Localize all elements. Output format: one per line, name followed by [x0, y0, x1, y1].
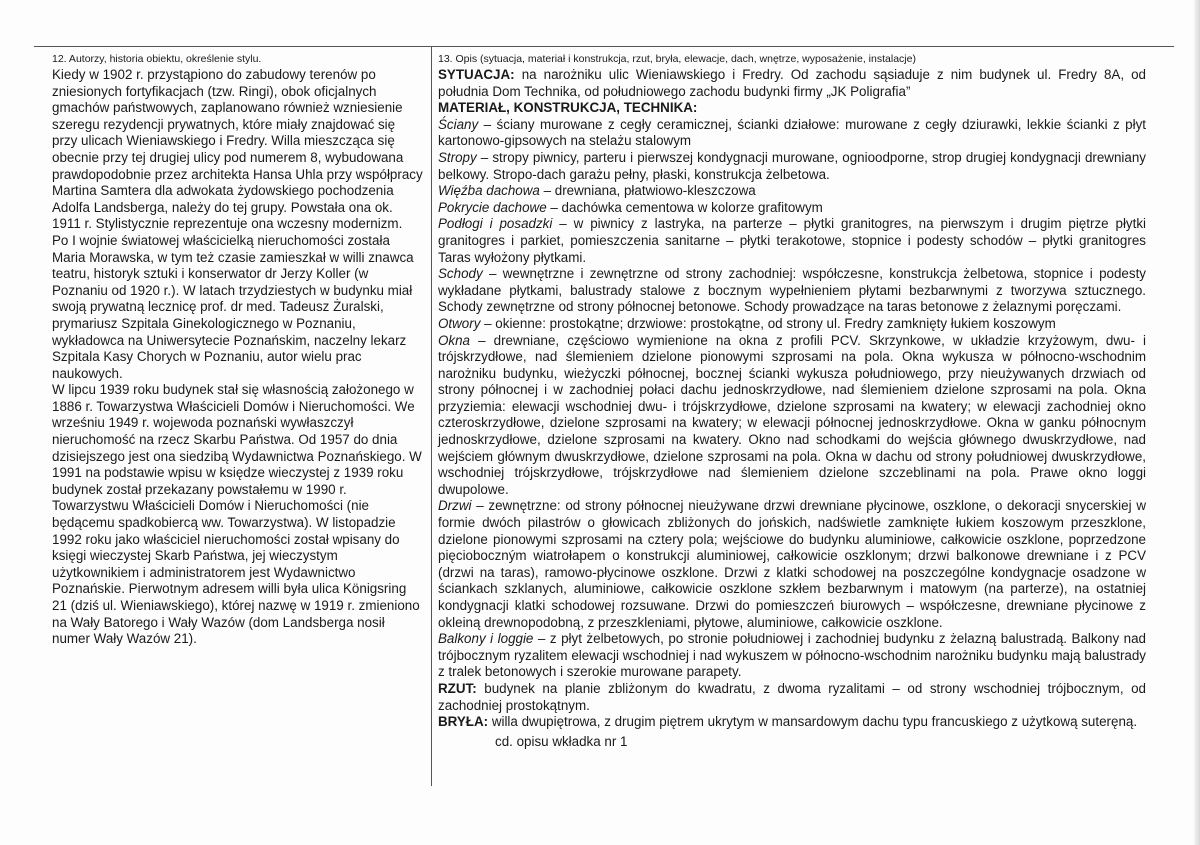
history-column — [52, 53, 424, 648]
item-text: – wewnętrzne i zewnętrzne od strony zachodniej: współczesne, konstrukcja żelbetowa, stopnice i podesty wykładane płytkami, balustrady stalowe z bocznym wypełnieniem płytami bezbarwnymi z tworzywa sztucznego. Schody zewnętrzne od strony północnej betonowe. Schody prowadzące na taras betonowe z żelaznymi poręczami. — [438, 266, 1146, 315]
section-13-header: 13. Opis (sytuacja, materiał i konstrukcja, rzut, bryła, elewacje, dach, wnętrze, wyposażenie, instalacje) — [438, 53, 916, 65]
item-otwory — [438, 316, 1146, 333]
item-wiezba — [438, 183, 1146, 200]
item-text: – drewniane, częściowo wymienione na okna z profili PCV. Skrzynkowe, w układzie krzyżowym, dwu- i trójskrzydłowe, nad ślemieniem dzielone pionowymi szprosami na pola. Okna wykusza w północno-wschodnim narożniku budynku, wieżyczki północnej, bocznej ścianki wykusza południowego, przy nieużywanych drzwiach od strony północnej i w zachodniej połaci dachu jednoskrzydłowe, nad ślemieniem dzielone szprosami na pola. Okna przyziemia: elewacji wschodniej dwu- i trójskrzydłowe, dzielone szprosami na kwatery; w elewacji zachodniej okno czteroskrzydłowe, dzielone szprosami na kwatery; w elewacji północnej jednoskrzydłowe. Okna w ganku północnym jednoskrzydłowe, dzielone szprosami na kwatery. Okno nad schodkami do wejścia głównego dwuskrzydłowe, nad wejściem głównym dwuskrzydłowe, dzielone szprosami na pola. Okna w dachu od strony południowej dwuskrzydłowe, wschodniej trójskrzydłowe, trójskrzydłowe nad ślemieniem dzielone szczeblinami na pola. Prawe okno loggi dwupolowe. — [438, 332, 1146, 497]
rzut-paragraph — [438, 681, 1146, 714]
item-label: Pokrycie dachowe — [438, 199, 547, 215]
history-paragraph-2: Po I wojnie światowej właścicielką nieruchomości została Maria Morawska, w tym też czasie zamieszkał w willi znawca teatru, historyk sztuki i konserwator dr Jerzy Koller (w Poznaniu od 1920 r.). W latach trzydziestych w budynku miał swoją prywatną lecznicę prof. dr med. Tadeusz Żuralski, prymariusz Szpitala Ginekologicznego w Poznaniu, wykładowca na Uniwersytecie Poznańskim, naczelny lekarz Szpitala Kasy Chorych w Poznaniu, autor wielu prac naukowych. — [52, 232, 414, 381]
item-okna — [438, 333, 1146, 499]
continuation-note: cd. opisu wkładka nr 1 — [495, 733, 628, 749]
item-text: – zewnętrzne: od strony północnej nieużywane drzwi drewniane płycinowe, oszklone, o dekoracji snycerskiej w formie dwóch pilastrów o głowicach zbliżonych do jońskich, nadświetle zamknięte łukiem koszowym przeszklone, dzielone pionowymi szprosami na cztery pola; wejściowe do budynku aluminiowe, całkowicie oszklone, poprzedzone pięcioboczným wiatrołapem o konstrukcji aluminiowej, całkowicie oszklonym; drzwi balkonowe drewniane i z PCV (drzwi na taras), ramowo-płycinowe oszklone. Drzwi z klatki schodowej na poszczególne kondygnacje osadzone w ściankach szklanych, aluminiowe, całkowicie oszklone szkłem bezbarwnym i matowym (na parterze), na ostatniej kondygnacji klatki schodowej rozsuwane. Drzwi do pomieszczeń biurowych – współczesne, drewniane płycinowe z okleiną drewnopodobną, z przeszkleniami, płytowe, aluminiowe, całkowicie oszklone. — [438, 498, 1146, 630]
item-text: – ściany murowane z cegły ceramicznej, ścianki działowe: murowane z cegły dziurawki, lekkie ścianki z płyt kartonowo-gipsowych na stelażu stalowym — [438, 116, 1146, 149]
rzut-text: budynek na planie zbliżonym do kwadratu, z dwoma ryzalitami – od strony wschodniej trójbocznym, od zachodniej prostokątnym. — [438, 680, 1146, 713]
item-text: – z płyt żelbetowych, po stronie południowej i zachodniej budynku z żelazną balustradą. Balkony nad trójbocznym ryzalitem elewacji wschodniej i nad wykuszem w północno-wschodnim narożniku budynku mają balustrady z tralek betonowych i szerokie murowane parapety. — [438, 631, 1147, 680]
bryla-text: willa dwupiętrowa, z drugim piętrem ukrytym w mansardowym dachu typu francuskiego z użytkową suteręną. — [488, 714, 1138, 730]
description-column — [438, 53, 1146, 750]
item-balkony — [438, 631, 1146, 681]
history-paragraph-1: Kiedy w 1902 r. przystąpiono do zabudowy terenów po zniesionych fortyfikacjach (tzw. Ringi), obok oficjalnych gmachów państwowych, zaplanowano również wzniesienie szeregu rezydencji prywatnych, które miały znajdować się przy ulicach Wieniawskiego i Fredry. Willa mieszcząca się obecnie przy tej drugiej ulicy pod numerem 8, wybudowana prawdopodobnie przez architekta Hansa Uhla przy współpracy Martina Samtera dla adwokata żydowskiego pochodzenia Adolfa Landsberga, należy do tej grupy. Powstała ona ok. 1911 r. Stylistycznie reprezentuje ona wczesny modernizm. — [52, 67, 423, 232]
column-divider — [431, 46, 432, 786]
item-label: Więźba dachowa — [438, 183, 540, 199]
item-text: – okienne: prostokątne; drzwiowe: prostokątne, od strony ul. Fredry zamknięty łukiem koszowym — [480, 315, 1056, 331]
item-label: Podłogi i posadzki — [438, 216, 553, 232]
history-paragraph-3: W lipcu 1939 roku budynek stał się własnością założonego w 1886 r. Towarzystwa Właścicieli Domów i Nieruchomości. We wrześniu 1949 r. wojewoda poznański wywłaszczył nieruchomość na rzecz Skarbu Państwa. Od 1957 do dnia dzisiejszego jest ona siedzibą Wydawnictwa Poznańskiego. W 1991 na podstawie wpisu w księdze wieczystej z 1939 roku budynek został przekazany powstałemu w 1990 r. Towarzystwu Właścicieli Domów i Nieruchomości (nie będącemu spadkobiercą ww. Towarzystwa). W listopadzie 1992 roku jako właściciel nieruchomości został wpisany do księgi wieczystej Skarb Państwa, jej wieczystym użytkownikiem i administratorem jest Wydawnictwo Poznańskie. Pierwotnym adresem willi była ulica Königsring 21 (dziś ul. Wieniawskiego), której nazwę w 1919 r. zmieniono na Wały Batorego i Wały Wazów (dom Landsberga nosił numer Wały Wazów 21). — [52, 382, 422, 647]
bryla-paragraph — [438, 714, 1146, 731]
rzut-label: RZUT: — [438, 680, 477, 696]
item-text: – dachówka cementowa w kolorze grafitowym — [546, 199, 823, 215]
item-label: Okna — [438, 332, 471, 348]
item-stropy — [438, 150, 1146, 183]
sytuacja-text: na narożniku ulic Wieniawskiego i Fredry. Od zachodu sąsiaduje z nim budynek ul. Fredry 8A, od południa Dom Technika, od południowego zachodu budynki firmy „JK Poligrafia” — [438, 67, 1146, 99]
item-sciany — [438, 117, 1146, 150]
scan-edge-shadow — [1194, 0, 1200, 845]
sytuacja-paragraph — [438, 67, 1146, 100]
bryla-label: BRYŁA: — [438, 714, 489, 730]
item-schody — [438, 266, 1146, 316]
item-label: Stropy — [438, 149, 477, 165]
sytuacja-label: SYTUACJA: — [438, 67, 515, 82]
item-label: Balkony i loggie — [438, 631, 534, 647]
item-podlogi — [438, 216, 1146, 266]
item-label: Otwory — [438, 315, 481, 331]
item-text: – w piwnicy z lastryka, na parterze – płytki granitogres, na pierwszym i drugim piętrze płytki granitogres i parkiet, pomieszczenia sanitarne – płytki terakotowe, stopnice i podesty schodów – płytki granitogres Taras wyłożony płytkami. — [438, 216, 1147, 265]
item-drzwi — [438, 498, 1146, 631]
section-12-header: 12. Autorzy, historia obiektu, określenie stylu. — [52, 53, 262, 65]
item-text: – stropy piwnicy, parteru i pierwszej kondygnacji murowane, ognioodporne, strop drugiej kondygnacji drewniany belkowy. Stropo-dach garażu pełny, płaski, konstrukcja żelbetowa. — [438, 149, 1146, 182]
item-pokrycie — [438, 200, 1146, 217]
item-label: Drzwi — [438, 498, 472, 514]
item-text: – drewniana, płatwiowo-kleszczowa — [539, 183, 756, 199]
item-label: Schody — [438, 266, 483, 282]
material-heading: MATERIAŁ, KONSTRUKCJA, TECHNIKA: — [438, 100, 698, 116]
item-label: Ściany — [438, 116, 479, 132]
